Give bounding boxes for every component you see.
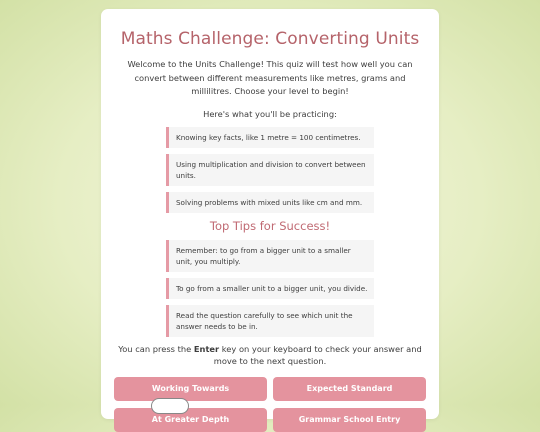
tips-list <box>114 240 426 337</box>
level-button-grammar-school[interactable]: Grammar School Entry <box>273 408 426 432</box>
tip-item: To go from a smaller unit to a bigger unit, you divide. <box>166 278 374 299</box>
tips-heading: Top Tips for Success! <box>209 218 331 233</box>
level-button-expected-standard[interactable]: Expected Standard <box>273 377 426 401</box>
keyboard-hint <box>114 343 426 368</box>
tip-item: Read the question carefully to see which unit the answer needs to be in. <box>166 305 374 337</box>
enter-key-label: Enter <box>193 343 220 354</box>
practice-list <box>114 127 426 213</box>
practice-item: Knowing key facts, like 1 metre = 100 centimetres. <box>166 127 374 148</box>
intro-text: Welcome to the Units Challenge! This quiz will test how well you can convert between different measurements like metres, grams and millilitres. Choose your level to begin! <box>127 59 413 96</box>
practice-heading: Here's what you'll be practicing: <box>203 108 337 119</box>
practice-item: Using multiplication and division to convert between units. <box>166 154 374 186</box>
level-button-greater-depth[interactable]: At Greater Depth <box>114 408 267 432</box>
tip-item: Remember: to go from a bigger unit to a smaller unit, you multiply. <box>166 240 374 272</box>
practice-item: Solving problems with mixed units like cm and mm. <box>166 192 374 213</box>
page-title: Maths Challenge: Converting Units <box>120 29 420 49</box>
keyboard-hint-before: You can press the <box>118 343 194 354</box>
level-button-working-towards[interactable]: Working Towards <box>114 377 267 401</box>
partial-control[interactable] <box>151 398 189 414</box>
quiz-card <box>101 9 439 424</box>
keyboard-hint-after: key on your keyboard to check your answer and move to the next question. <box>213 343 422 366</box>
